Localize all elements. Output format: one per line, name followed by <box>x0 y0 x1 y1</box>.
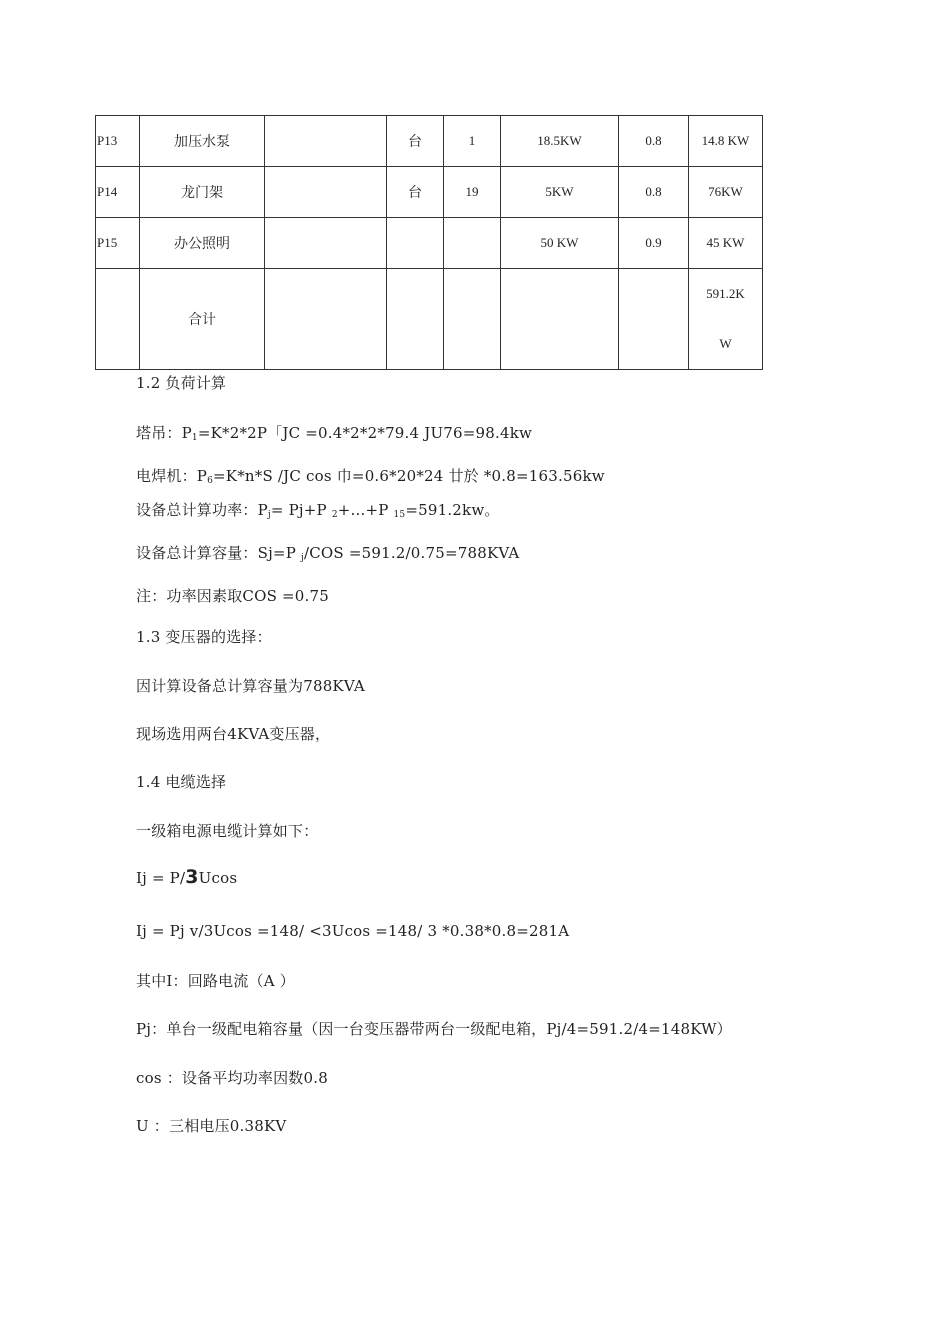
weld-sub: 6 <box>207 476 214 486</box>
cell-code: P15 <box>96 218 140 269</box>
section-1-2-title: 1.2 负荷计算 <box>136 374 227 392</box>
current-formula-general <box>136 866 237 888</box>
cell-unit <box>387 218 444 269</box>
definition-pj: Pj：单台一级配电箱容量（因一台变压器带两台一级配电箱，Pj/4=591.2/4=148KW） <box>136 1020 732 1038</box>
total-cap-sub: j <box>300 553 304 563</box>
tower-pre: 塔吊：P <box>136 424 192 442</box>
cell-spec <box>265 167 387 218</box>
total-power-sub2: 2 <box>331 510 338 520</box>
table-total-row <box>96 269 763 370</box>
transformer-choice-line: 现场选用两台4KVA变压器， <box>136 725 331 743</box>
total-cap-b: /COS =591.2/0.75=788KVA <box>303 544 520 562</box>
total-value <box>689 269 763 370</box>
cell-kx: 0.8 <box>619 116 689 167</box>
cell-code <box>96 269 140 370</box>
definition-cos: cos ：设备平均功率因数0.8 <box>136 1069 328 1087</box>
weld-pre: 电焊机：P <box>136 467 208 485</box>
cell-code: P13 <box>96 116 140 167</box>
cell-qty <box>444 218 501 269</box>
cell-power: 50 KW <box>501 218 619 269</box>
cell-calc: 45 KW <box>689 218 763 269</box>
tower-post: =K*2*2P「JC =0.4*2*2*79.4 JU76=98.4kw <box>197 424 533 442</box>
cell-name: 办公照明 <box>140 218 265 269</box>
total-power-sub1: j <box>267 510 271 520</box>
current-formula-calculated: Ij = Pj v/3Ucos =148/ <3Ucos =148/ 3 *0.38*0.8=281A <box>136 922 570 940</box>
cell-calc: 14.8 KW <box>689 116 763 167</box>
tower-sub: 1 <box>191 433 198 443</box>
total-value-line2: W <box>719 336 732 351</box>
cell-qty <box>444 269 501 370</box>
cell-qty: 19 <box>444 167 501 218</box>
cell-kx: 0.8 <box>619 167 689 218</box>
total-label: 合计 <box>140 269 265 370</box>
cell-code: P14 <box>96 167 140 218</box>
cell-name: 加压水泵 <box>140 116 265 167</box>
cell-kx: 0.9 <box>619 218 689 269</box>
cell-spec <box>265 116 387 167</box>
formula1-post: Ucos <box>198 869 238 887</box>
total-power-formula <box>136 499 500 520</box>
total-power-a: 设备总计算功率：P <box>136 501 268 519</box>
total-cap-a: 设备总计算容量：Sj=P <box>136 544 301 562</box>
power-factor-note: 注：功率因素取COS =0.75 <box>136 587 329 605</box>
table-row <box>96 218 763 269</box>
section-1-3-title: 1.3 变压器的选择： <box>136 628 272 646</box>
total-power-d: =591.2kw。 <box>405 501 500 519</box>
section-1-4-title: 1.4 电缆选择 <box>136 773 227 791</box>
definition-voltage: U ：三相电压0.38KV <box>136 1117 287 1135</box>
cell-unit: 台 <box>387 116 444 167</box>
cell-calc: 76KW <box>689 167 763 218</box>
definition-current: 其中I：回路电流（A ） <box>136 972 295 990</box>
cell-kx <box>619 269 689 370</box>
cell-name: 龙门架 <box>140 167 265 218</box>
total-power-c: +...+P <box>337 501 394 519</box>
load-table <box>95 115 763 370</box>
cell-unit <box>387 269 444 370</box>
welder-formula <box>136 465 605 486</box>
formula1-pre: Ij = P/ <box>136 869 186 887</box>
cell-power: 18.5KW <box>501 116 619 167</box>
transformer-capacity-line: 因计算设备总计算容量为788KVA <box>136 677 365 695</box>
cell-unit: 台 <box>387 167 444 218</box>
table-row <box>96 167 763 218</box>
cell-power: 5KW <box>501 167 619 218</box>
tower-crane-formula <box>136 422 532 443</box>
cell-spec <box>265 218 387 269</box>
cell-spec <box>265 269 387 370</box>
cable-intro-line: 一级箱电源电缆计算如下： <box>136 822 319 840</box>
cell-power <box>501 269 619 370</box>
total-power-sub3: 15 <box>393 510 406 520</box>
table-row <box>96 116 763 167</box>
weld-post: =K*n*S /JC cos 巾=0.6*20*24 廿於 *0.8=163.56kw <box>213 467 605 485</box>
total-value-line1: 591.2K <box>706 286 745 301</box>
total-power-b: = Pj+P <box>270 501 332 519</box>
total-capacity-formula <box>136 542 519 563</box>
cell-qty: 1 <box>444 116 501 167</box>
formula1-big: 3 <box>185 866 199 888</box>
